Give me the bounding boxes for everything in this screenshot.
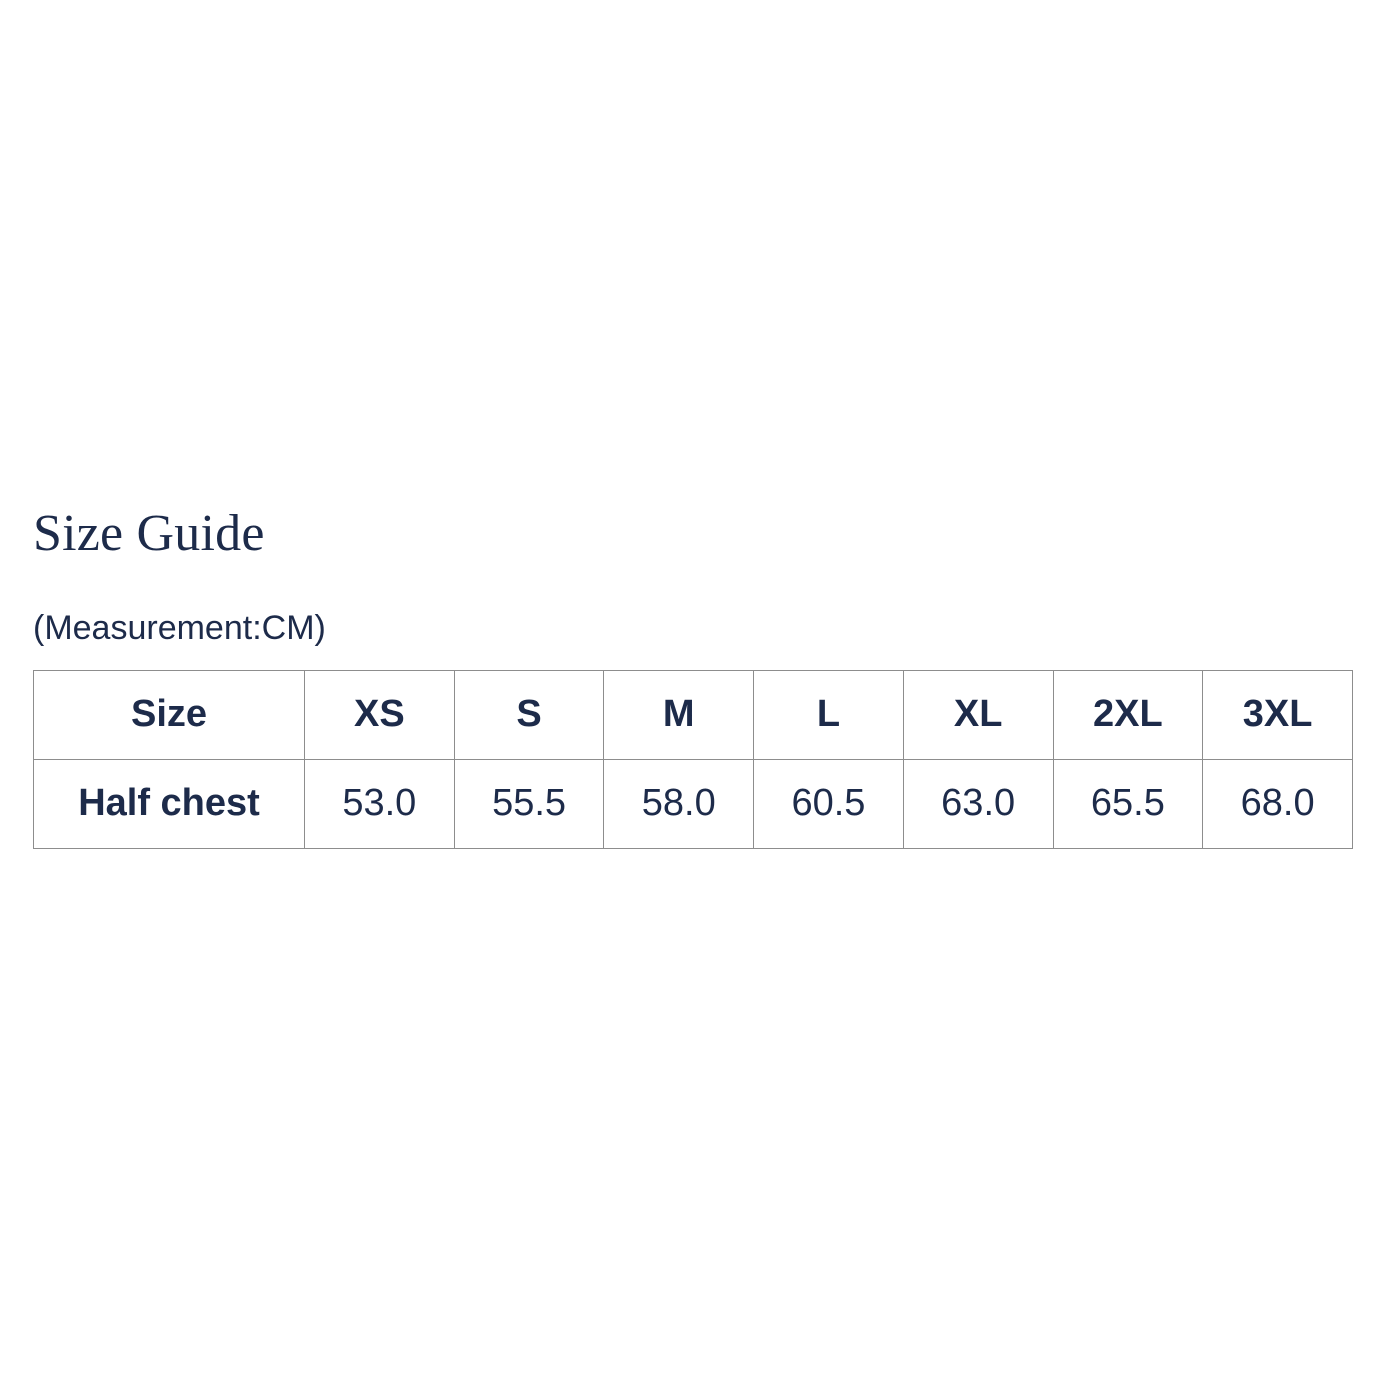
cell-half-chest-xl: 63.0 [903, 759, 1053, 848]
column-header-2xl: 2XL [1053, 670, 1203, 759]
cell-half-chest-l: 60.5 [754, 759, 904, 848]
column-header-xl: XL [903, 670, 1053, 759]
measurement-unit-note: (Measurement:CM) [33, 609, 326, 648]
cell-half-chest-m: 58.0 [604, 759, 754, 848]
size-guide-content [33, 505, 1363, 849]
page-title: Size Guide [33, 505, 265, 562]
cell-half-chest-2xl: 65.5 [1053, 759, 1203, 848]
column-header-3xl: 3XL [1203, 670, 1353, 759]
cell-half-chest-xs: 53.0 [305, 759, 455, 848]
size-chart-table [33, 670, 1353, 849]
column-header-xs: XS [305, 670, 455, 759]
column-header-l: L [754, 670, 904, 759]
row-header-half-chest: Half chest [34, 759, 305, 848]
cell-half-chest-3xl: 68.0 [1203, 759, 1353, 848]
table-row [34, 759, 1353, 848]
column-header-s: S [454, 670, 604, 759]
row-header-size: Size [34, 670, 305, 759]
cell-half-chest-s: 55.5 [454, 759, 604, 848]
table-row [34, 670, 1353, 759]
column-header-m: M [604, 670, 754, 759]
